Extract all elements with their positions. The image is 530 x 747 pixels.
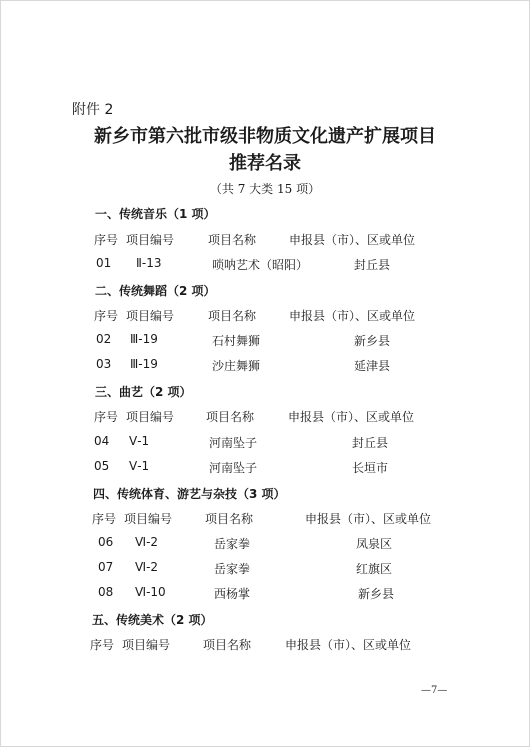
title-line-2: 推荐名录 (229, 153, 301, 174)
header-unit: 申报县（市）、区或单位 (305, 512, 432, 526)
table-row (0, 535, 530, 553)
section-title-5: 五、传统美术（2 项） (92, 613, 213, 627)
row-code: Ⅱ-13 (136, 256, 162, 270)
row-unit: 长垣市 (352, 461, 389, 475)
header-name: 项目名称 (203, 638, 252, 652)
row-name: 沙庄舞狮 (212, 359, 261, 373)
table-row (0, 459, 530, 477)
row-unit: 新乡县 (354, 334, 391, 348)
row-seq: 03 (96, 357, 112, 371)
row-code: Ⅲ-19 (130, 357, 158, 371)
subtitle: （共 7 大类 15 项） (209, 182, 321, 196)
row-unit: 封丘县 (354, 258, 391, 272)
section-title-2: 二、传统舞蹈（2 项） (95, 284, 216, 298)
header-row-1 (0, 231, 530, 249)
row-unit: 红旗区 (356, 562, 393, 576)
row-seq: 07 (98, 560, 114, 574)
row-name: 石村舞狮 (212, 334, 261, 348)
table-row (0, 434, 530, 452)
table-row (0, 332, 530, 350)
row-name: 岳家拳 (214, 537, 251, 551)
header-seq: 序号 (92, 512, 117, 526)
header-row-5 (0, 636, 530, 654)
header-unit: 申报县（市）、区或单位 (285, 638, 412, 652)
header-code: 项目编号 (126, 233, 175, 247)
title-line-1: 新乡市第六批市级非物质文化遗产扩展项目 (94, 126, 436, 147)
row-unit: 封丘县 (352, 436, 389, 450)
header-code: 项目编号 (122, 638, 171, 652)
header-name: 项目名称 (208, 309, 257, 323)
row-unit: 新乡县 (358, 587, 395, 601)
header-unit: 申报县（市）、区或单位 (289, 309, 416, 323)
row-unit: 延津县 (354, 359, 391, 373)
header-seq: 序号 (94, 410, 119, 424)
row-seq: 04 (94, 434, 110, 448)
row-name: 河南坠子 (209, 436, 258, 450)
row-code: Ⅵ-2 (135, 560, 159, 574)
section-title-3: 三、曲艺（2 项） (95, 385, 192, 399)
row-code: Ⅵ-2 (135, 535, 159, 549)
row-code: Ⅲ-19 (130, 332, 158, 346)
row-seq: 05 (94, 459, 110, 473)
table-row (0, 256, 530, 274)
header-name: 项目名称 (208, 233, 257, 247)
row-name: 唢呐艺术（昭阳） (212, 258, 309, 272)
table-row (0, 560, 530, 578)
row-seq: 06 (98, 535, 114, 549)
row-name: 西杨掌 (214, 587, 251, 601)
header-row-2 (0, 307, 530, 325)
header-seq: 序号 (94, 309, 119, 323)
page-number: —7— (421, 685, 448, 696)
row-seq: 01 (96, 256, 112, 270)
section-title-1: 一、传统音乐（1 项） (95, 207, 216, 221)
header-seq: 序号 (94, 233, 119, 247)
row-code: Ⅴ-1 (129, 459, 150, 473)
attachment-label: 附件 2 (72, 102, 114, 118)
row-name: 岳家拳 (214, 562, 251, 576)
header-row-3 (0, 408, 530, 426)
header-code: 项目编号 (126, 410, 175, 424)
header-name: 项目名称 (205, 512, 254, 526)
table-row (0, 357, 530, 375)
header-unit: 申报县（市）、区或单位 (288, 410, 415, 424)
header-name: 项目名称 (206, 410, 255, 424)
header-unit: 申报县（市）、区或单位 (289, 233, 416, 247)
table-row (0, 585, 530, 603)
header-code: 项目编号 (124, 512, 173, 526)
row-code: Ⅴ-1 (129, 434, 150, 448)
row-seq: 08 (98, 585, 114, 599)
header-seq: 序号 (90, 638, 115, 652)
row-seq: 02 (96, 332, 112, 346)
row-name: 河南坠子 (209, 461, 258, 475)
header-row-4 (0, 510, 530, 528)
section-title-4: 四、传统体育、游艺与杂技（3 项） (93, 487, 286, 501)
header-code: 项目编号 (126, 309, 175, 323)
row-code: Ⅵ-10 (135, 585, 166, 599)
row-unit: 凤泉区 (356, 537, 393, 551)
